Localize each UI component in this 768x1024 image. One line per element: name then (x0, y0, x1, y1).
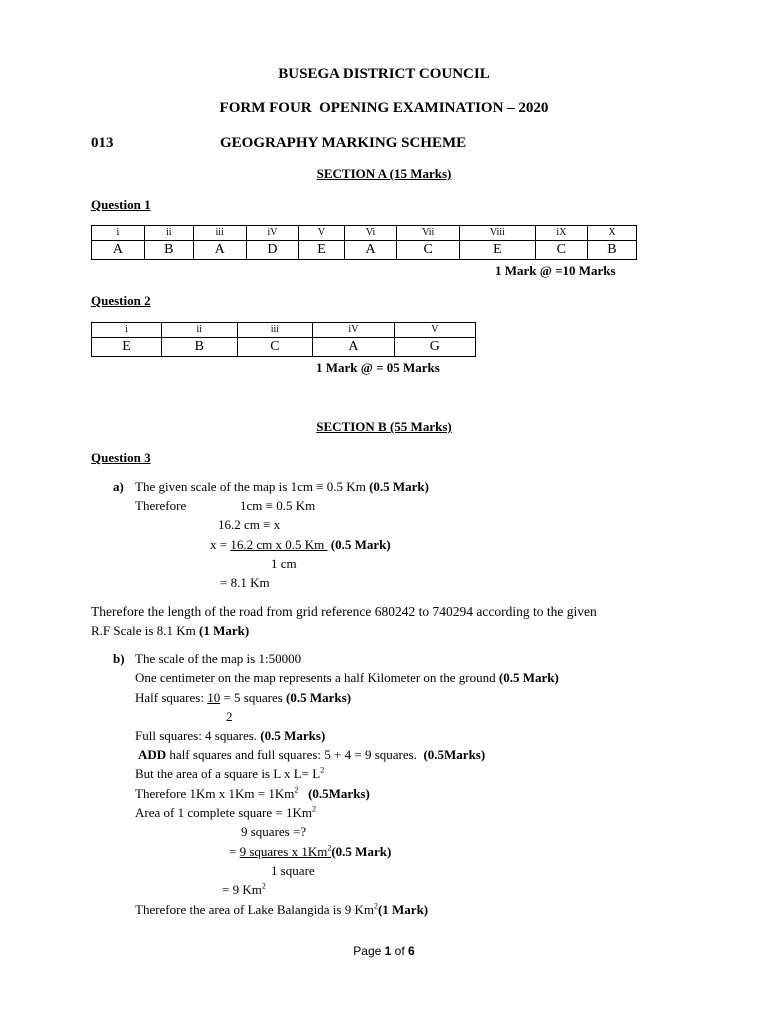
q1-answer-cell-4: D (246, 241, 299, 260)
q1-answer-cell-10: B (587, 241, 636, 260)
question-2-marks: 1 Mark @ = 05 Marks (316, 360, 440, 375)
q2-numeral-cell-2: ii (161, 323, 237, 338)
q1-numeral-cell-6: Vi (344, 226, 397, 241)
area-calculation-denominator: 1 square (271, 863, 315, 878)
council-title: BUSEGA DISTRICT COUNCIL (278, 66, 490, 82)
q1-answer-cell-9: C (535, 241, 587, 260)
add-squares-line: ADD half squares and full squares: 5 + 4 = 9 squares. (0.5Marks) (138, 747, 486, 762)
lake-area-conclusion: Therefore the area of Lake Balangida is 9 Km$^2$(1 Mark) (135, 901, 429, 917)
scale-ratio-line: The scale of the map is 1:50000 (135, 651, 302, 666)
section-b-title: SECTION B (55 Marks) (316, 419, 452, 434)
answers-row (92, 241, 637, 260)
q2-answer-cell-2: B (161, 338, 237, 357)
q2-numeral-cell-1: i (92, 323, 162, 338)
question-1-answer-table (91, 225, 637, 260)
question-1-label: Question 1 (91, 197, 151, 212)
q2-numeral-cell-4: iV (313, 323, 394, 338)
q1-numeral-cell-7: Vii (397, 226, 460, 241)
exam-title: FORM FOUR OPENING EXAMINATION – 2020 (219, 100, 549, 116)
q1-answer-cell-5: E (299, 241, 344, 260)
q2-answer-cell-1: E (92, 338, 162, 357)
scale-meaning-line: One centimeter on the map represents a half Kilometer on the ground (0.5 Mark) (135, 670, 559, 685)
scale-equivalence: 1cm ≡ 0.5 Km (240, 498, 316, 513)
q2-numeral-cell-5: V (394, 323, 475, 338)
q2-answer-cell-4: A (313, 338, 394, 357)
subject-code: 013 (91, 135, 114, 151)
distance-equivalence: 16.2 cm ≡ x (218, 517, 281, 532)
half-squares-denominator: 2 (226, 709, 233, 724)
numerals-row (92, 226, 637, 241)
q1-answer-cell-6: A (344, 241, 397, 260)
page-footer: Page 1 of 6 (353, 944, 415, 958)
complete-square-area: Area of 1 complete square = $1Km^2$ (135, 804, 316, 820)
area-result: = 9 Km$^2$ (222, 881, 266, 897)
full-squares-line: Full squares: 4 squares. (0.5 Marks) (135, 728, 326, 743)
q1-answer-cell-8: E (460, 241, 536, 260)
q2-answer-cell-5: G (394, 338, 475, 357)
subject-title: GEOGRAPHY MARKING SCHEME (220, 135, 467, 151)
q1-answer-cell-1: A (92, 241, 145, 260)
q1-numeral-cell-5: V (299, 226, 344, 241)
conclusion-line-1: Therefore the length of the road from grid reference 680242 to 740294 according to the given (91, 604, 597, 619)
nine-squares-question: 9 squares =? (241, 824, 307, 839)
conclusion-line-2: R.F Scale is 8.1 Km (1 Mark) (91, 623, 250, 638)
section-a-title: SECTION A (15 Marks) (316, 166, 452, 181)
unit-area-line: Therefore 1Km x $1Km = 1Km^2$ (0.5Marks) (135, 785, 370, 801)
calculation-line: x = 16.2 cm x 0.5 Km (0.5 Mark) (210, 537, 391, 552)
question-2-answer-table (91, 322, 476, 357)
q1-numeral-cell-9: iX (535, 226, 587, 241)
square-area-formula: But the area of a square is L x $L= L^2$ (135, 765, 325, 781)
q1-numeral-cell-10: X (587, 226, 636, 241)
numerals-row (92, 323, 476, 338)
part-b-label: b) (113, 651, 125, 666)
part-a-label: a) (113, 479, 124, 494)
area-calculation: = 9 squares x 1Km$^2$(0.5 Mark) (229, 843, 392, 859)
q1-answer-cell-3: A (193, 241, 246, 260)
question-3-label: Question 3 (91, 450, 151, 465)
q1-answer-cell-2: B (144, 241, 193, 260)
scale-statement: The given scale of the map is 1cm ≡ 0.5 Km (0.5 Mark) (135, 479, 429, 494)
half-squares-line: Half squares: 10 = 5 squares (0.5 Marks) (135, 690, 352, 705)
result-line: = 8.1 Km (220, 575, 270, 590)
answers-row (92, 338, 476, 357)
q1-numeral-cell-8: Viii (460, 226, 536, 241)
q1-answer-cell-7: C (397, 241, 460, 260)
q1-numeral-cell-2: ii (144, 226, 193, 241)
therefore-label: Therefore (135, 498, 187, 513)
calculation-denominator: 1 cm (271, 556, 297, 571)
question-1-marks: 1 Mark @ =10 Marks (495, 263, 616, 278)
q1-numeral-cell-3: iii (193, 226, 246, 241)
q1-numeral-cell-1: i (92, 226, 145, 241)
q2-numeral-cell-3: iii (237, 323, 313, 338)
q2-answer-cell-3: C (237, 338, 313, 357)
question-2-label: Question 2 (91, 293, 151, 308)
q1-numeral-cell-4: iV (246, 226, 299, 241)
